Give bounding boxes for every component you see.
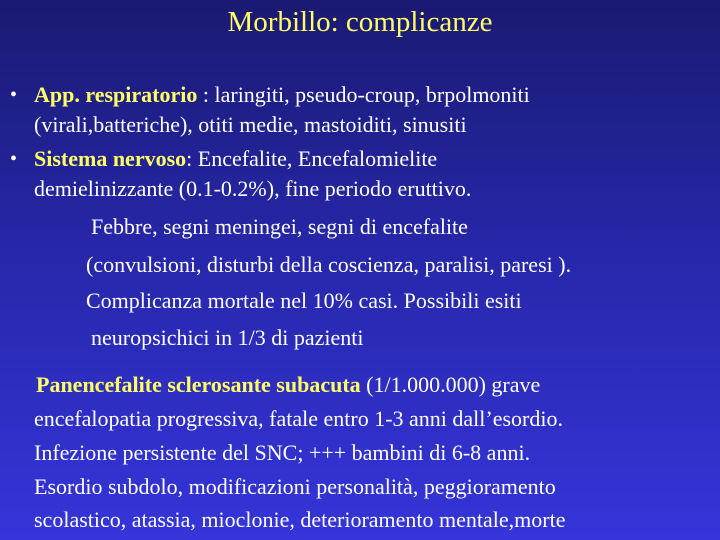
nervoso-detail-line: neuropsichici in 1/3 di pazienti (91, 325, 364, 350)
bullet-nervoso-label: Sistema nervoso (34, 146, 187, 171)
bullet-nervoso-text-1: : Encefalite, Encefalomielite (186, 146, 438, 171)
panencefalite-line: encefalopatia progressiva, fatale entro 1-3 anni dall’esordio. (34, 406, 563, 431)
bullet-nervoso-text-2: demielinizzante (0.1-0.2%), fine periodo eruttivo. (34, 176, 472, 201)
panencefalite-label: Panencefalite sclerosante subacuta (36, 372, 361, 397)
bullet-icon: • (10, 148, 18, 170)
panencefalite-line: Esordio subdolo, modificazioni personalità, peggioramento (34, 474, 556, 499)
slide-title: Morbillo: complicanze (227, 6, 493, 38)
bullet-icon: • (10, 84, 18, 106)
nervoso-detail-line: Febbre, segni meningei, segni di encefalite (91, 214, 468, 239)
bullet-respiratorio-text-2: (virali,batteriche), otiti medie, mastoiditi, sinusiti (34, 112, 467, 137)
panencefalite-line-1 (36, 370, 540, 400)
bullet-respiratorio-line-1 (34, 80, 530, 110)
nervoso-detail-line: Complicanza mortale nel 10% casi. Possibili esiti (86, 288, 522, 313)
panencefalite-line: scolastico, atassia, mioclonie, deterioramento mentale,morte (34, 507, 566, 532)
bullet-respiratorio-label: App. respiratorio (34, 82, 198, 107)
nervoso-detail-line: (convulsioni, disturbi della coscienza, paralisi, paresi ). (86, 252, 572, 277)
panencefalite-line: Infezione persistente del SNC; +++ bambini di 6-8 anni. (34, 440, 531, 465)
panencefalite-text-1: (1/1.000.000) grave (360, 372, 541, 397)
bullet-nervoso-line-1 (34, 144, 437, 174)
bullet-respiratorio-text-1: : laringiti, pseudo-croup, brpolmoniti (197, 82, 530, 107)
